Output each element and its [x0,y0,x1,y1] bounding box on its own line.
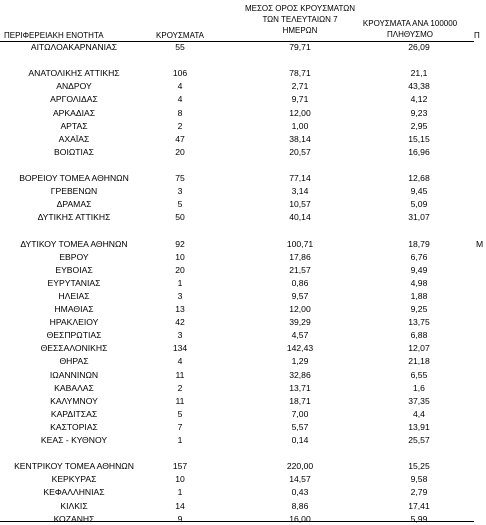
table-row [0,383,481,394]
cases-per-100k-cell: 6,55 [410,369,428,380]
seven-day-average-cell: 17,86 [289,251,311,262]
cases-cell: 4 [177,356,183,367]
region-name-cell: ΚΑΒΑΛΑΣ [54,382,94,393]
table-row [0,396,481,407]
seven-day-average-cell: 3,14 [291,186,309,197]
cases-per-100k-cell: 16,96 [408,146,430,157]
column-header-7day-average-line: ΗΜΕΡΩΝ [282,26,318,35]
cases-cell: 2 [177,382,183,393]
seven-day-average-cell: 5,57 [291,421,309,432]
seven-day-average-cell: 9,57 [291,290,309,301]
table-row [0,487,481,498]
cases-per-100k-cell: 12,68 [408,173,430,183]
table-row [0,461,481,472]
seven-day-average-cell: 9,71 [291,94,309,105]
table-row [0,356,481,367]
region-name-cell: ΔΡΑΜΑΣ [56,199,92,210]
cases-cell: 50 [175,212,185,223]
region-name-cell: ΗΡΑΚΛΕΙΟΥ [49,317,99,328]
region-name-cell: ΚΕΡΚΥΡΑΣ [51,474,97,485]
cases-cell: 75 [175,173,185,183]
table-row [0,147,481,158]
cases-cell: 1 [177,435,183,445]
column-header-region: ΠΕΡΙΦΕΡΕΙΑΚΗ ΕΝΟΤΗΤΑ [4,31,104,40]
table-row [0,81,481,92]
cases-per-100k-cell: 25,57 [408,435,430,445]
region-name-cell: ΚΑΡΔΙΤΣΑΣ [50,408,98,419]
table-row [0,435,481,446]
cases-per-100k-cell: 6,88 [410,330,428,341]
region-name-cell: ΓΡΕΒΕΝΩΝ [50,186,98,197]
cases-per-100k-cell: 13,75 [408,317,430,328]
column-header-cases-per-100k-line: ΠΛΗΘΥΣΜΟ [386,30,434,39]
table-row [0,304,481,315]
cases-cell: 47 [175,133,185,144]
seven-day-average-cell: 7,00 [291,408,309,419]
cut-off-cell: Μ [476,238,484,249]
seven-day-average-cell: 79,71 [289,42,311,52]
cases-cell: 4 [177,81,183,92]
region-name-cell: ΗΛΕΙΑΣ [58,290,90,301]
region-name-cell: ΕΒΡΟΥ [59,251,89,262]
cases-cell: 11 [175,369,185,380]
seven-day-average-cell: 0,14 [291,435,309,445]
cases-per-100k-cell: 9,23 [410,107,428,118]
cases-cell: 42 [175,317,185,328]
cases-per-100k-cell: 15,15 [408,133,430,144]
table-row [0,409,481,420]
seven-day-average-cell: 0,86 [291,277,309,288]
cases-per-100k-cell: 4,4 [413,408,425,419]
column-header-cases-per-100k [355,18,465,40]
region-name-cell: ΚΕΝΤΡΙΚΟΥ ΤΟΜΕΑ ΑΘΗΝΩΝ [14,461,134,472]
seven-day-average-cell: 100,71 [286,238,314,249]
region-name-cell: ΔΥΤΙΚΗΣ ΑΤΤΙΚΗΣ [37,212,111,223]
region-name-cell: ΚΑΛΥΜΝΟΥ [50,395,98,406]
region-name-cell: ΘΕΣΣΑΛΟΝΙΚΗΣ [40,343,108,354]
cases-cell: 20 [175,264,185,275]
cases-per-100k-cell: 13,91 [408,421,430,432]
table-row [0,108,481,119]
seven-day-average-cell: 2,71 [291,81,309,92]
seven-day-average-cell: 1,00 [291,120,309,131]
region-name-cell: ΚΕΑΣ - ΚΥΘΝΟΥ [40,435,108,445]
cases-per-100k-cell: 9,25 [410,304,428,314]
table-row [0,199,481,210]
seven-day-average-cell: 21,57 [289,264,311,275]
seven-day-average-cell: 10,57 [289,199,311,210]
seven-day-average-cell: 13,71 [289,382,311,393]
cases-cell: 106 [172,68,188,79]
cases-cell: 20 [175,146,185,157]
region-name-cell: ΘΗΡΑΣ [59,356,89,367]
column-header-7day-average-line: ΜΕΣΟΣ ΟΡΟΣ ΚΡΟΥΣΜΑΤΩΝ [244,4,356,13]
cases-cell: 3 [177,290,183,301]
seven-day-average-cell: 12,00 [289,304,311,314]
table-row [0,173,481,184]
table-row [0,265,481,276]
region-name-cell: ΗΜΑΘΙΑΣ [54,304,94,314]
cases-per-100k-cell: 2,95 [410,120,428,131]
cases-per-100k-cell: 18,79 [408,238,430,249]
seven-day-average-cell: 16,00 [289,513,311,524]
table-row [0,212,481,223]
table-row [0,370,481,381]
seven-day-average-cell: 40,14 [289,212,311,223]
seven-day-average-cell: 220,00 [286,461,314,472]
column-header-7day-average-line: ΤΩΝ ΤΕΛΕΥΤΑΙΩΝ 7 [262,15,338,24]
seven-day-average-cell: 14,57 [289,474,311,485]
seven-day-average-cell: 20,57 [289,146,311,157]
seven-day-average-cell: 4,57 [291,330,309,341]
region-name-cell: ΑΡΤΑΣ [60,120,88,131]
cases-cell: 13 [175,304,185,314]
cases-cell: 1 [177,277,183,288]
cases-per-100k-cell: 5,99 [410,513,428,524]
region-name-cell: ΙΩΑΝΝΙΝΩΝ [49,369,99,380]
cases-cell: 14 [175,500,185,511]
cases-per-100k-cell: 1,88 [410,290,428,301]
cases-cell: 9 [177,513,183,524]
region-name-cell: ΑΧΑΪΑΣ [58,133,90,144]
region-name-cell: ΔΥΤΙΚΟΥ ΤΟΜΕΑ ΑΘΗΝΩΝ [20,238,128,249]
region-name-cell: ΑΡΓΟΛΙΔΑΣ [50,94,98,105]
cases-per-100k-cell: 21,18 [408,356,430,367]
cases-per-100k-cell: 17,41 [408,500,430,511]
seven-day-average-cell: 78,71 [289,68,311,79]
cases-per-100k-cell: 9,45 [410,186,428,197]
cases-per-100k-cell: 31,07 [408,212,430,223]
cases-per-100k-cell: 21,1 [410,68,428,79]
cases-per-100k-cell: 5,09 [410,199,428,210]
seven-day-average-cell: 12,00 [289,107,311,118]
region-name-cell: ΑΝΑΤΟΛΙΚΗΣ ΑΤΤΙΚΗΣ [28,68,120,79]
region-name-cell: ΕΥΒΟΙΑΣ [55,264,93,275]
seven-day-average-cell: 1,29 [291,356,309,367]
seven-day-average-cell: 77,14 [289,173,311,183]
cases-cell: 157 [172,461,188,472]
cases-cell: 10 [175,251,185,262]
cases-per-100k-cell: 15,25 [408,461,430,472]
cases-cell: 11 [175,395,185,406]
table-bottom-border [0,521,474,522]
seven-day-average-cell: 8,86 [291,500,309,511]
table-row-spacer [0,55,481,66]
cases-per-100k-cell: 1,6 [413,382,425,393]
cases-cell: 4 [177,94,183,105]
cases-per-100k-cell: 12,07 [408,343,430,354]
cases-cell: 7 [177,421,183,432]
cases-cell: 3 [177,330,183,341]
table-row [0,501,481,512]
table-row [0,134,481,145]
region-name-cell: ΒΟΙΩΤΙΑΣ [54,146,94,157]
region-name-cell: ΕΥΡΥΤΑΝΙΑΣ [47,277,101,288]
cases-per-100k-cell: 9,49 [410,264,428,275]
cases-per-100k-cell: 9,58 [410,474,428,485]
table-row [0,68,481,79]
table-row [0,94,481,105]
cases-cell: 1 [177,487,183,498]
cases-cell: 2 [177,120,183,131]
region-name-cell: ΚΑΣΤΟΡΙΑΣ [50,421,98,432]
table-row [0,514,481,525]
region-name-cell: ΚΕΦΑΛΛΗΝΙΑΣ [43,487,105,498]
seven-day-average-cell: 39,29 [289,317,311,328]
seven-day-average-cell: 142,43 [286,343,314,354]
region-name-cell: ΒΟΡΕΙΟΥ ΤΟΜΕΑ ΑΘΗΝΩΝ [19,173,129,183]
table-row [0,317,481,328]
region-name-cell: ΑΡΚΑΔΙΑΣ [52,107,96,118]
seven-day-average-cell: 18,71 [289,395,311,406]
region-name-cell: ΘΕΣΠΡΩΤΙΑΣ [46,330,102,341]
table-row [0,252,481,263]
cases-per-100k-cell: 37,35 [408,395,430,406]
table-row [0,343,481,354]
table-row [0,291,481,302]
table-row-spacer [0,448,481,459]
table-row [0,238,484,250]
seven-day-average-cell: 38,14 [289,133,311,144]
table-row-spacer [0,225,481,236]
region-name-cell: ΚΙΛΚΙΣ [60,500,88,511]
cases-per-100k-cell: 43,38 [408,81,430,92]
table-row [0,42,481,53]
table-row-spacer [0,160,481,171]
cases-cell: 92 [175,238,185,249]
table-row [0,186,481,197]
cases-cell: 5 [177,408,183,419]
table-row [0,278,481,289]
region-name-cell: ΑΝΔΡΟΥ [56,81,92,92]
column-header-cut-off: Π [474,31,480,40]
cases-per-100k-cell: 26,09 [408,42,430,52]
cases-cell: 8 [177,107,183,118]
cases-per-100k-cell: 2,79 [410,487,428,498]
column-header-cases-per-100k-line: ΚΡΟΥΣΜΑΤΑ ΑΝΑ 100000 [362,19,458,28]
cases-cell: 5 [177,199,183,210]
cases-per-100k-cell: 4,98 [410,277,428,288]
table-row [0,330,481,341]
region-name-cell: ΑΙΤΩΛΟΑΚΑΡΝΑΝΙΑΣ [30,42,118,52]
seven-day-average-cell: 0,43 [291,487,309,498]
column-header-7day-average [240,3,360,36]
table-row [0,422,481,433]
cases-per-100k-cell: 4,12 [410,94,428,105]
cases-cell: 55 [175,42,185,52]
seven-day-average-cell: 32,86 [289,369,311,380]
cases-per-100k-cell: 6,76 [410,251,428,262]
region-name-cell: ΚΟΖΑΝΗΣ [53,513,95,524]
column-header-cases: ΚΡΟΥΣΜΑΤΑ [156,31,204,40]
cases-cell: 3 [177,186,183,197]
cases-cell: 10 [175,474,185,485]
cases-cell: 134 [172,343,188,354]
table-row [0,121,481,132]
table-row [0,474,481,485]
